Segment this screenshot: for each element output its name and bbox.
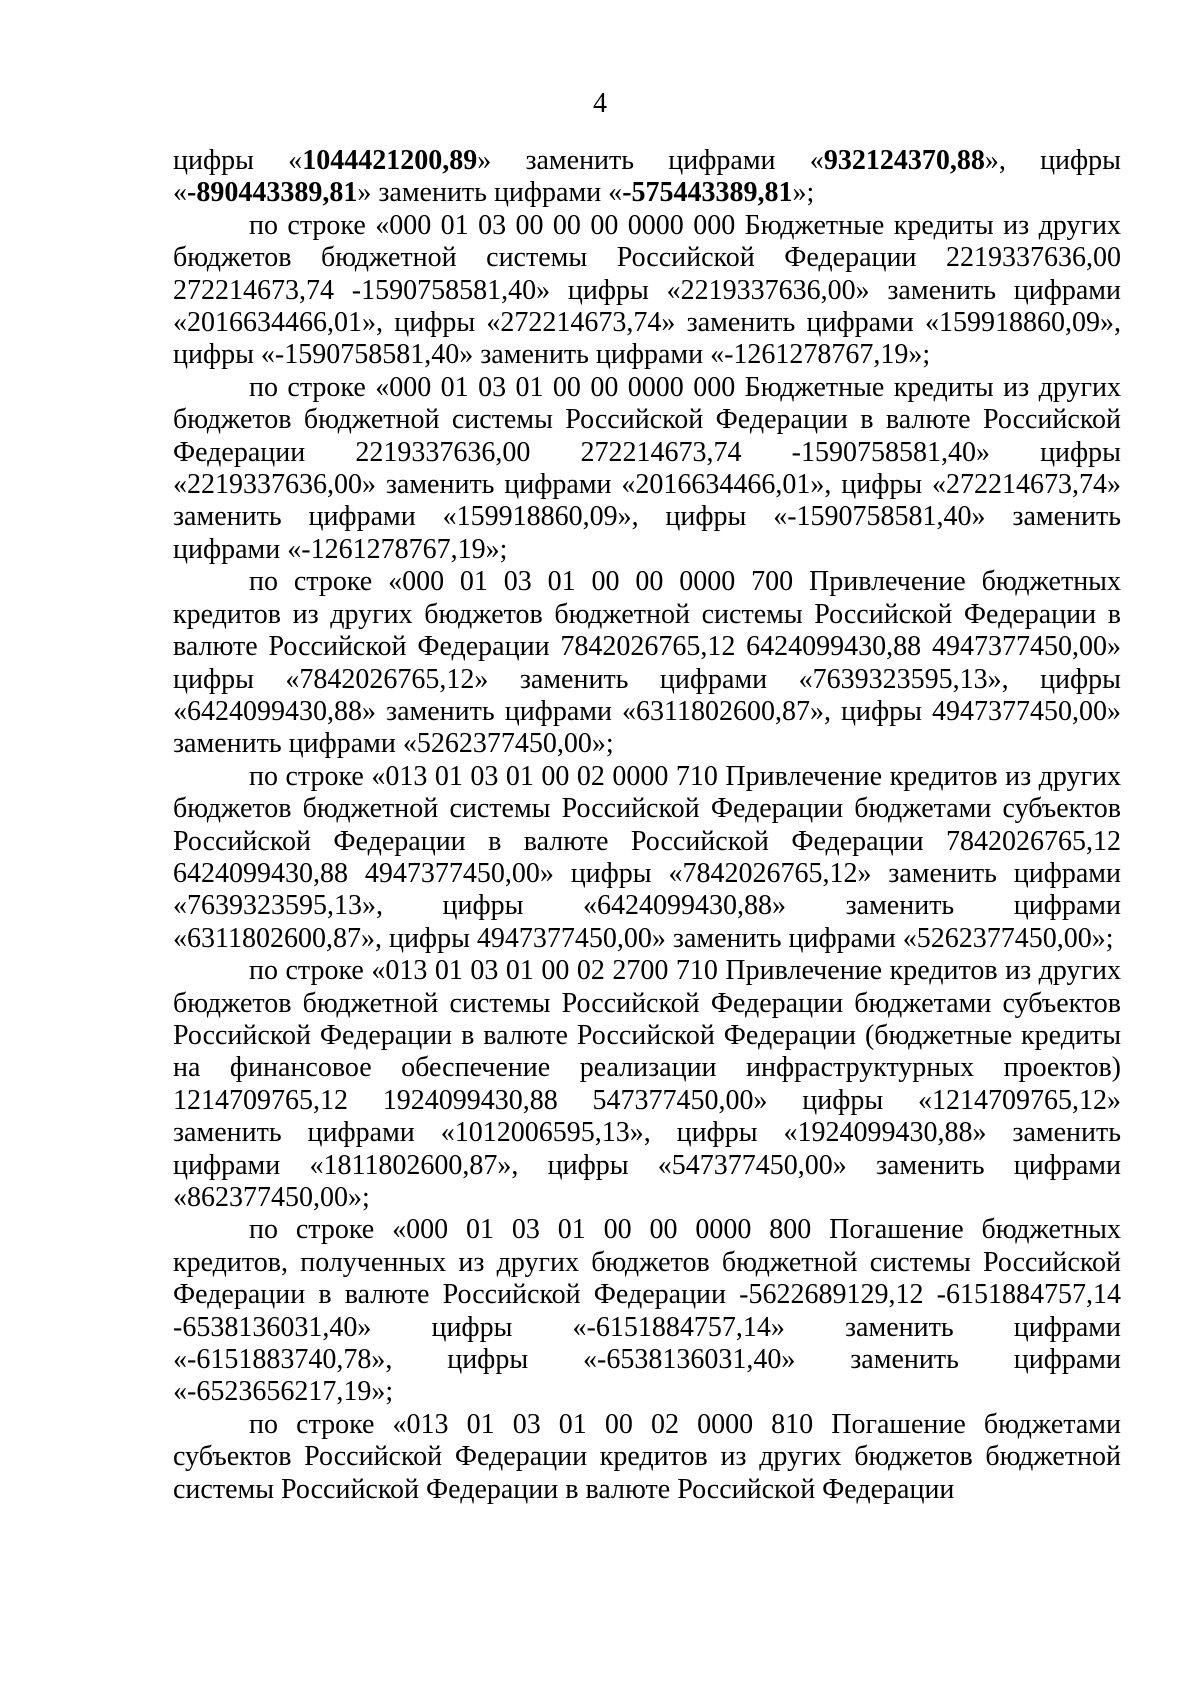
text-segment: по строке «000 01 03 01 00 00 0000 700 Привлечение бюджетных кредитов из других бюджетов бюджетной системы Российской Федерации в валюте Российской Федерации 7842026765,12 6424099430,88 4947377450,00» цифры «7842026765,12» заменить цифрами «7639323595,13», цифры «6424099430,88» заменить цифрами «6311802600,87», цифры 4947377450,00» заменить цифрами «5262377450,00»; bbox=[173, 566, 1121, 760]
bold-number: -890443389,81 bbox=[187, 177, 358, 209]
paragraph bbox=[173, 1409, 1121, 1506]
document-body bbox=[173, 145, 1121, 1506]
paragraph bbox=[173, 566, 1121, 760]
text-segment: по строке «013 01 03 01 00 02 0000 810 Погашение бюджетами субъектов Российской Федерации кредитов из других бюджетов бюджетной системы Российской Федерации в валюте Российской Федерации bbox=[173, 1408, 1121, 1505]
paragraph bbox=[173, 955, 1121, 1214]
text-segment: цифры « bbox=[173, 145, 303, 176]
paragraph bbox=[173, 372, 1121, 566]
bold-number: 932124370,88 bbox=[823, 145, 985, 176]
text-segment: по строке «000 01 03 00 00 00 0000 000 Бюджетные кредиты из других бюджетов бюджетной системы Российской Федерации 2219337636,00 272214673,74 -1590758581,40» цифры «2219337636,00» заменить цифрами «2016634466,01», цифры «272214673,74» заменить цифрами «159918860,09», цифры «-1590758581,40» заменить цифрами «-1261278767,19»; bbox=[173, 209, 1121, 371]
text-segment: по строке «013 01 03 01 00 02 0000 710 Привлечение кредитов из других бюджетов бюджетной системы Российской Федерации бюджетами субъектов Российской Федерации в валюте Российской Федерации 7842026765,12 6424099430,88 4947377450,00» цифры «7842026765,12» заменить цифрами «7639323595,13», цифры «6424099430,88» заменить цифрами «6311802600,87», цифры 4947377450,00» заменить цифрами «5262377450,00»; bbox=[173, 760, 1121, 954]
text-segment: по строке «013 01 03 01 00 02 2700 710 Привлечение кредитов из других бюджетов бюджетной системы Российской Федерации бюджетами субъектов Российской Федерации в валюте Российской Федерации (бюджетные кредиты на финансовое обеспечение реализации инфраструктурных проектов) 1214709765,12 1924099430,88 547377450,00» цифры «1214709765,12» заменить цифрами «1012006595,13», цифры «1924099430,88» заменить цифрами «1811802600,87», цифры «547377450,00» заменить цифрами «862377450,00»; bbox=[173, 955, 1121, 1213]
text-segment: »; bbox=[792, 177, 815, 209]
bold-number: -575443389,81 bbox=[622, 177, 793, 209]
paragraph bbox=[173, 145, 1121, 210]
page-number: 4 bbox=[593, 88, 607, 119]
paragraph bbox=[173, 210, 1121, 372]
text-segment: по строке «000 01 03 01 00 00 0000 800 Погашение бюджетных кредитов, полученных из других бюджетов бюджетной системы Российской Федерации в валюте Российской Федерации -5622689129,12 -6151884757,14 -6538136031,40» цифры «-6151884757,14» заменить цифрами «-6151883740,78», цифры «-6538136031,40» заменить цифрами «-6523656217,19»; bbox=[173, 1214, 1121, 1408]
text-segment: », цифры « bbox=[173, 145, 1121, 209]
text-segment: по строке «000 01 03 01 00 00 0000 000 Бюджетные кредиты из других бюджетов бюджетной системы Российской Федерации в валюте Российской Федерации 2219337636,00 272214673,74 -1590758581,40» цифры «2219337636,00» заменить цифрами «2016634466,01», цифры «272214673,74» заменить цифрами «159918860,09», цифры «-1590758581,40» заменить цифрами «-1261278767,19»; bbox=[173, 371, 1121, 565]
paragraph bbox=[173, 761, 1121, 955]
text-segment: » заменить цифрами « bbox=[357, 177, 623, 209]
paragraph bbox=[173, 1214, 1121, 1408]
text-segment: » заменить цифрами « bbox=[477, 145, 824, 176]
bold-number: 1044421200,89 bbox=[302, 145, 478, 176]
